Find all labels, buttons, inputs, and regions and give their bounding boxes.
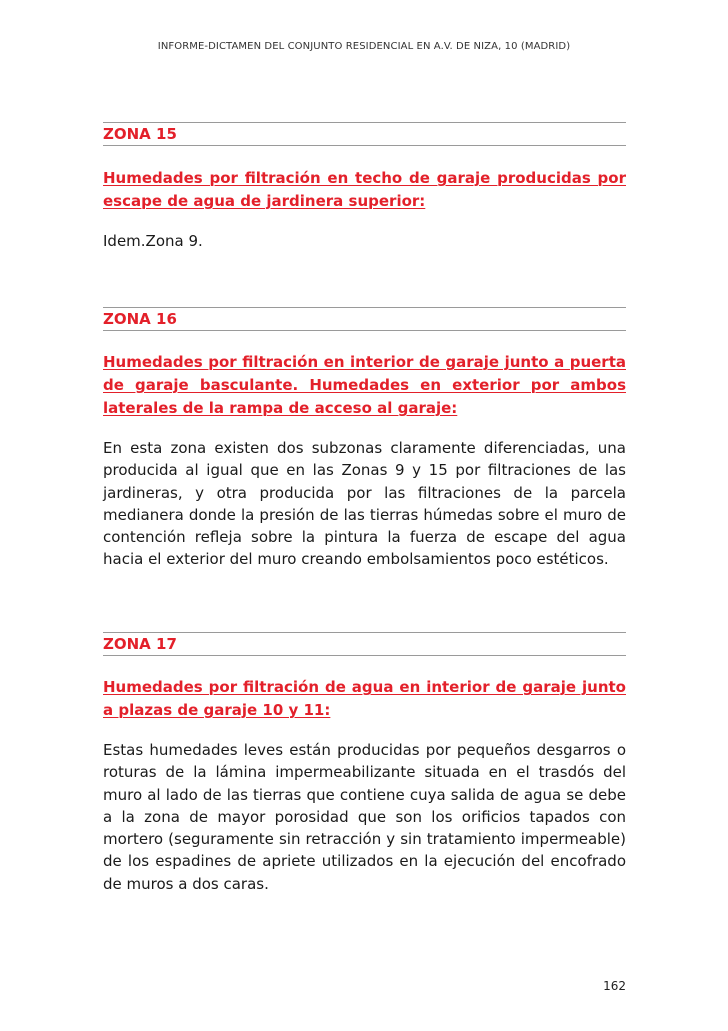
zone-17-body: Estas humedades leves están producidas por pequeños desgarros o roturas de la lámina impermeabilizante situada en el trasdós del muro al lado de las tierras que contiene cuya salida de agua se debe a la zona de mayor porosidad que son los orificios tapados con mortero (seguramente sin retracción y sin tratamiento impermeable) de los espadines de apriete utilizados en la ejecución del encofrado de muros a dos caras. [103, 741, 626, 893]
zone-15-title: Humedades por filtración en techo de garaje producidas por escape de agua de jardinera superior: [103, 169, 626, 210]
zone-16-title: Humedades por filtración en interior de garaje junto a puerta de garaje basculante. Humedades en exterior por ambos laterales de la rampa de acceso al garaje: [103, 353, 626, 417]
document-header: INFORME-DICTAMEN DEL CONJUNTO RESIDENCIAL EN A.V. DE NIZA, 10 (MADRID) [157, 41, 571, 52]
page-number: 162 [603, 979, 626, 993]
zone-15-heading [103, 122, 626, 146]
zone-15-heading-label: ZONA 15 [103, 125, 177, 143]
zone-15-body: Idem.Zona 9. [103, 232, 203, 250]
zone-17-heading [103, 632, 626, 656]
zone-17-title: Humedades por filtración de agua en interior de garaje junto a plazas de garaje 10 y 11: [103, 678, 626, 719]
zone-17-heading-label: ZONA 17 [103, 635, 177, 653]
zone-16-body: En esta zona existen dos subzonas claramente diferenciadas, una producida al igual que en las Zonas 9 y 15 por filtraciones de las jardineras, y otra producida por las filtraciones de la parcela medianera donde la presión de las tierras húmedas sobre el muro de contención refleja sobre la pintura la fuerza de escape del agua hacia el exterior del muro creando embolsamientos poco estéticos. [103, 439, 626, 569]
zone-16-heading [103, 307, 626, 331]
zone-16-heading-label: ZONA 16 [103, 310, 177, 328]
